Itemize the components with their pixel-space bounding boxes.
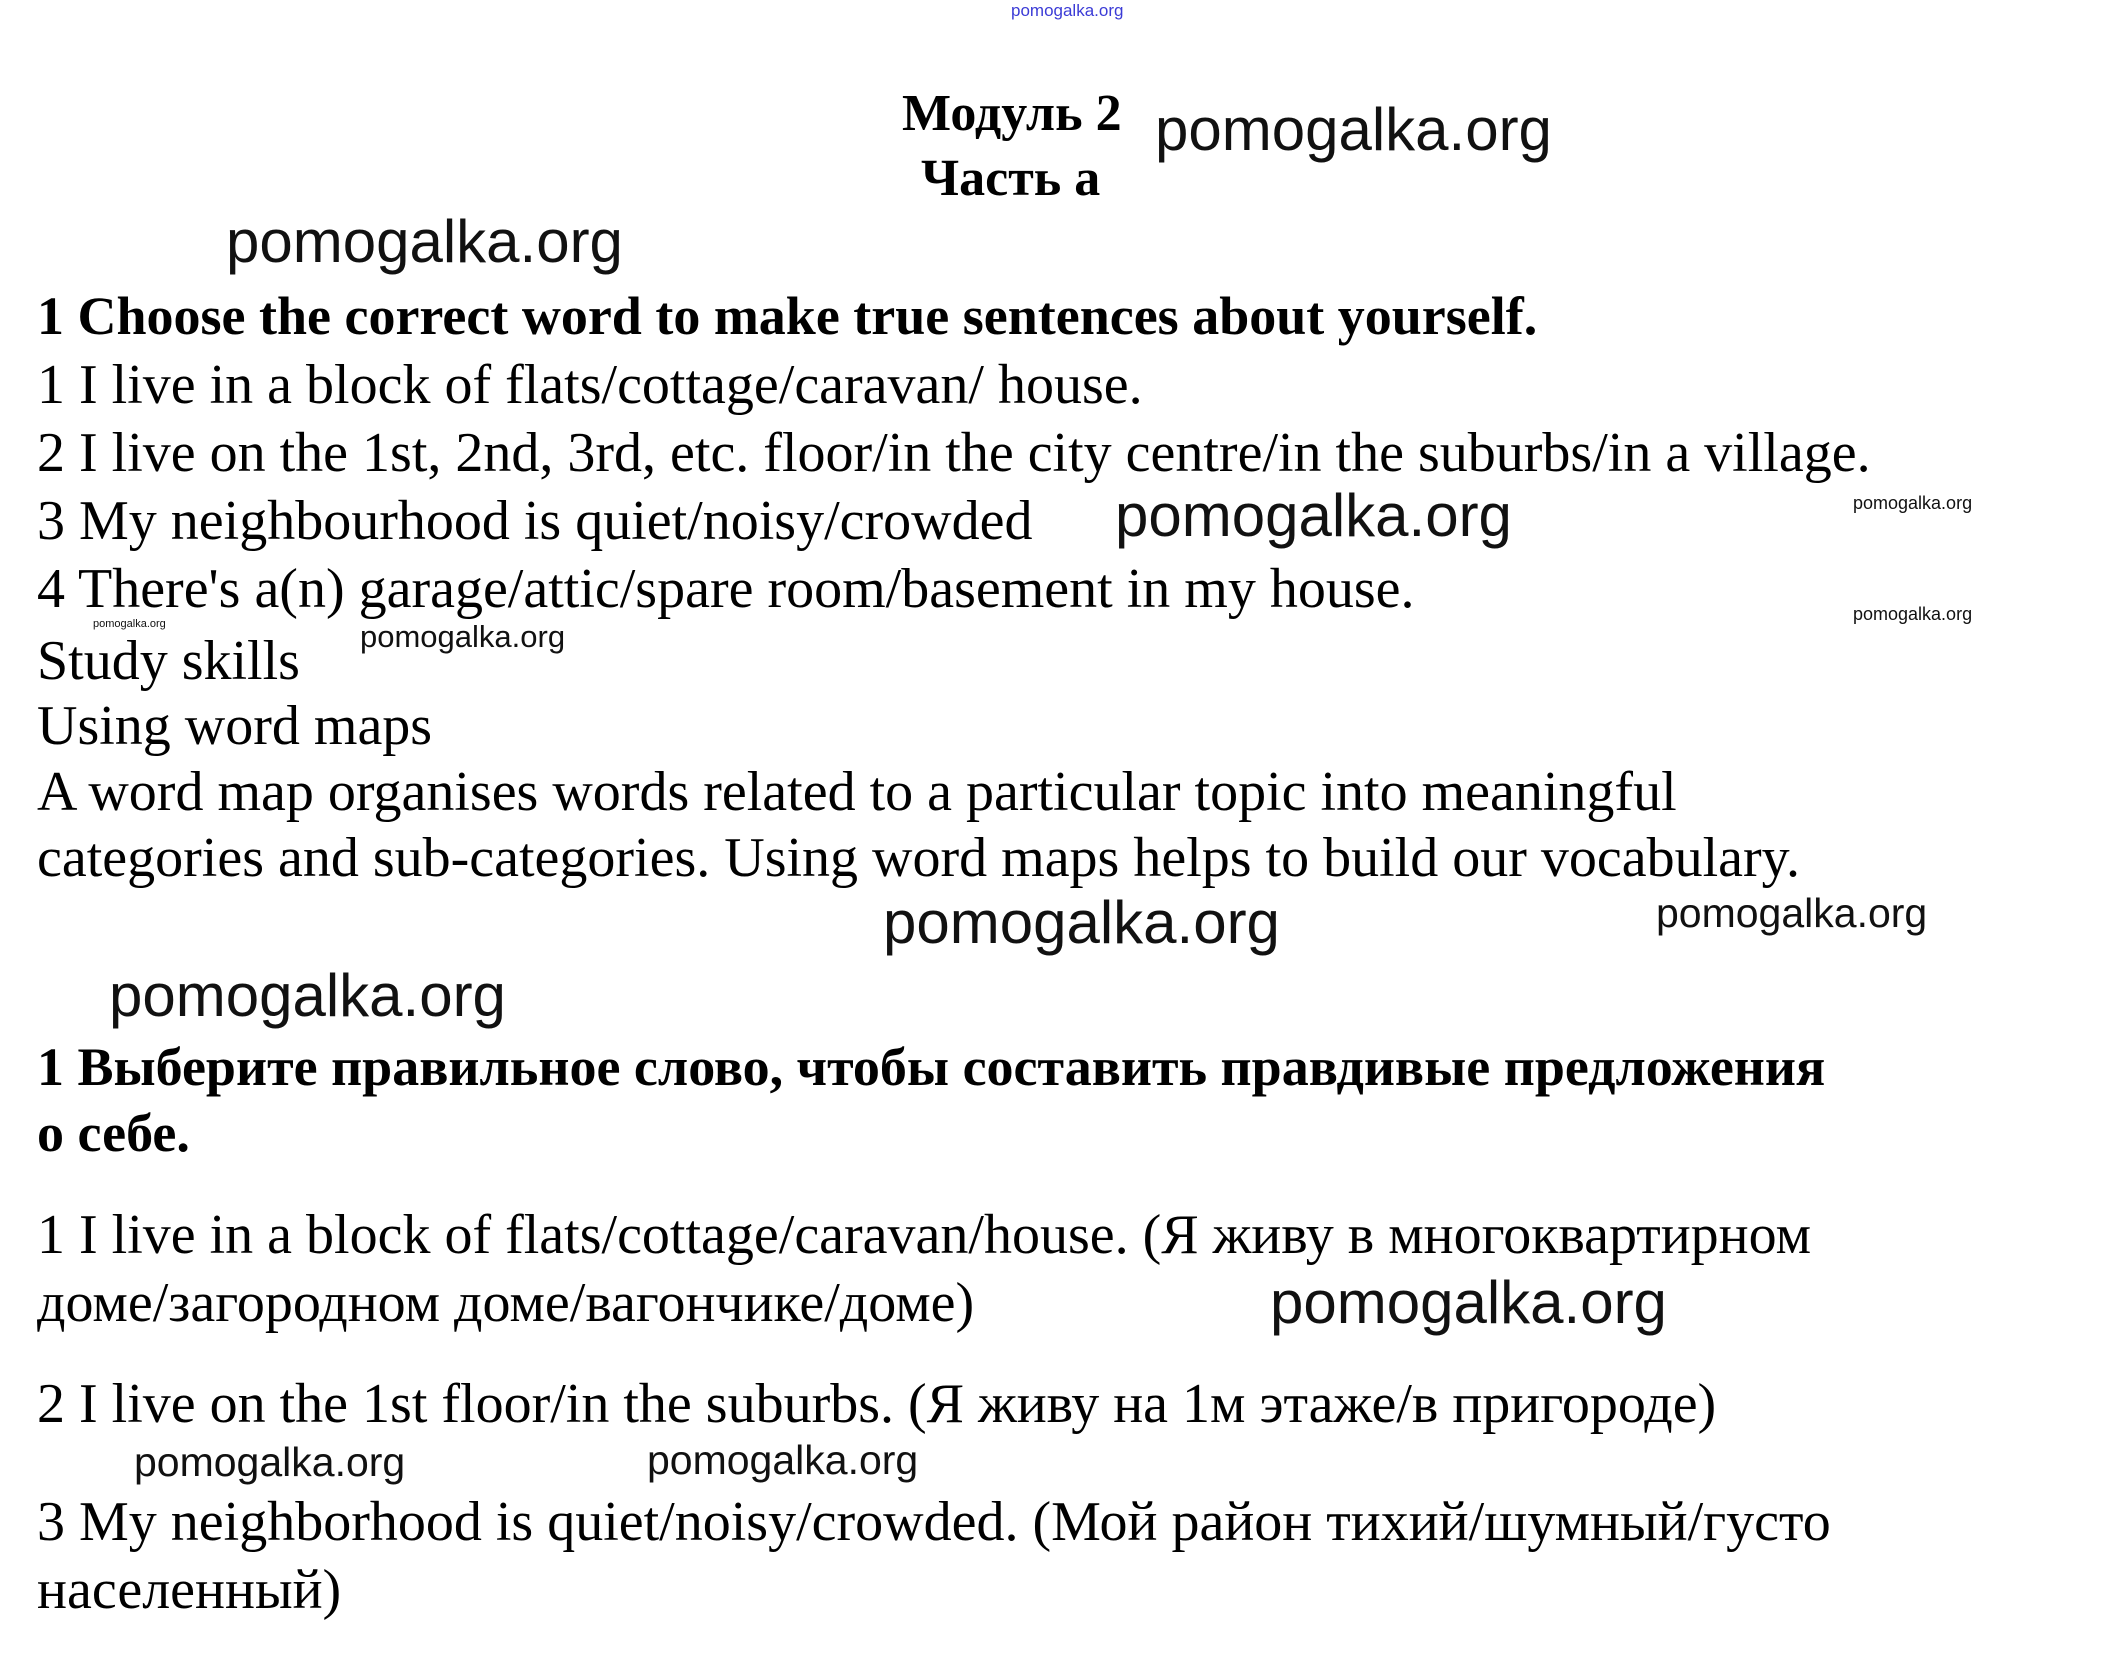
part-title: Часть a <box>921 150 1101 207</box>
paragraph-line-1: A word map organises words related to a particular topic into meaningful <box>37 761 1677 823</box>
watermark: pomogalka.org <box>1155 96 1552 163</box>
study-skills-heading: Study skills <box>37 630 300 692</box>
answer-1-line-2: доме/загородном доме/вагончике/доме) <box>37 1272 975 1334</box>
sentence-1: 1 I live in a block of flats/cottage/caravan/ house. <box>37 354 1143 416</box>
russian-task-title-line-2: о себе. <box>37 1103 190 1163</box>
answer-3-line-1: 3 My neighborhood is quiet/noisy/crowded. (Мой район тихий/шумный/густо <box>37 1491 1831 1553</box>
english-task-title: 1 Choose the correct word to make true sentences about yourself. <box>37 286 1538 346</box>
watermark: pomogalka.org <box>134 1439 406 1485</box>
module-title: Модуль 2 <box>902 85 1122 142</box>
watermark: pomogalka.org <box>647 1437 919 1483</box>
watermark: pomogalka.org <box>883 889 1280 956</box>
paragraph-line-2: categories and sub-categories. Using word maps helps to build our vocabulary. <box>37 827 1801 889</box>
answer-2: 2 I live on the 1st floor/in the suburbs. (Я живу на 1м этаже/в пригороде) <box>37 1373 1717 1435</box>
word-maps-subheading: Using word maps <box>37 695 433 757</box>
watermark: pomogalka.org <box>1853 493 1973 513</box>
sentence-2: 2 I live on the 1st, 2nd, 3rd, etc. floor/in the city centre/in the suburbs/in a village. <box>37 422 1871 484</box>
sentence-3: 3 My neighbourhood is quiet/noisy/crowded <box>37 490 1033 552</box>
answer-1-line-1: 1 I live in a block of flats/cottage/caravan/house. (Я живу в многоквартирном <box>37 1204 1812 1266</box>
watermark: pomogalka.org <box>360 619 566 654</box>
watermark: pomogalka.org <box>1853 604 1973 624</box>
watermark: pomogalka.org <box>226 208 623 275</box>
answer-3-line-2: населенный) <box>37 1559 342 1621</box>
watermark: pomogalka.org <box>1270 1269 1667 1336</box>
watermark: pomogalka.org <box>1656 890 1928 936</box>
top-watermark: pomogalka.org <box>1011 1 1124 20</box>
russian-task-title-line-1: 1 Выберите правильное слово, чтобы составить правдивые предложения <box>37 1037 1826 1097</box>
watermark: pomogalka.org <box>1115 482 1512 549</box>
watermark: pomogalka.org <box>93 618 166 630</box>
watermark: pomogalka.org <box>109 962 506 1029</box>
sentence-4: 4 There's a(n) garage/attic/spare room/basement in my house. <box>37 558 1415 620</box>
